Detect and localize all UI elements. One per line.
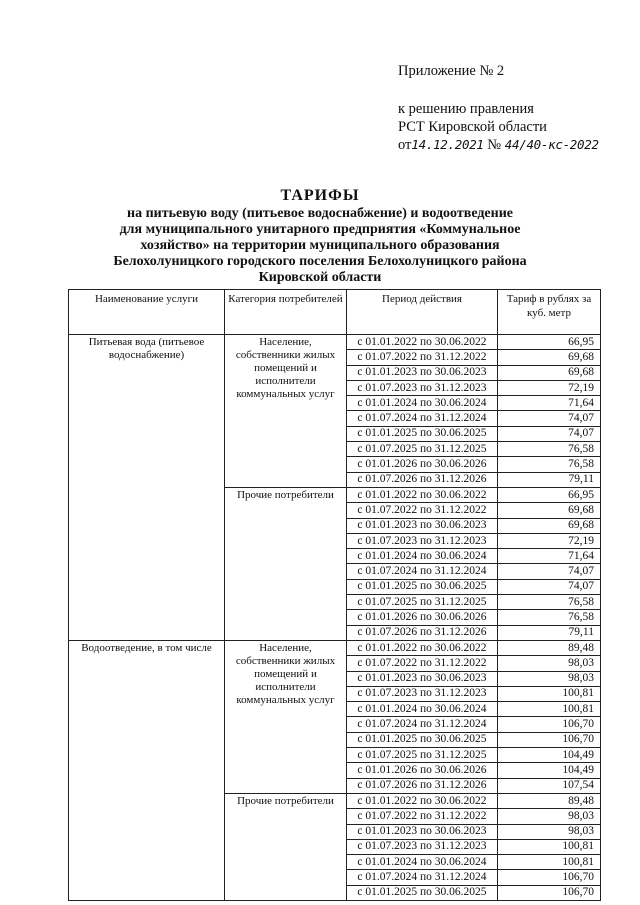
number-label: № (487, 137, 502, 153)
service-name-cell: Водоотведение, в том числе (69, 640, 225, 900)
title-heading: ТАРИФЫ (280, 187, 360, 204)
period-cell: с 01.01.2024 по 30.06.2024 (347, 855, 498, 870)
tariff-cell: 104,49 (498, 748, 601, 763)
tariff-cell: 98,03 (498, 671, 601, 686)
period-cell: с 01.01.2025 по 30.06.2025 (347, 885, 498, 900)
period-cell: с 01.07.2022 по 31.12.2022 (347, 656, 498, 671)
period-cell: с 01.01.2023 по 30.06.2023 (347, 365, 498, 380)
header-tariff: Тариф в рублях за куб. метр (498, 290, 601, 335)
tariff-cell: 74,07 (498, 411, 601, 426)
tariff-cell: 74,07 (498, 579, 601, 594)
period-cell: с 01.01.2024 по 30.06.2024 (347, 549, 498, 564)
period-cell: с 01.01.2023 по 30.06.2023 (347, 518, 498, 533)
tariff-cell: 71,64 (498, 549, 601, 564)
period-cell: с 01.07.2026 по 31.12.2026 (347, 625, 498, 640)
appendix-date-line (398, 136, 599, 154)
period-cell: с 01.07.2025 по 31.12.2025 (347, 595, 498, 610)
period-cell: с 01.01.2026 по 30.06.2026 (347, 763, 498, 778)
tariff-cell: 69,68 (498, 350, 601, 365)
tariff-cell: 76,58 (498, 595, 601, 610)
period-cell: с 01.07.2022 по 31.12.2022 (347, 350, 498, 365)
period-cell: с 01.07.2023 по 31.12.2023 (347, 686, 498, 701)
tariff-cell: 106,70 (498, 870, 601, 885)
tariff-cell: 71,64 (498, 396, 601, 411)
handwritten-number: 44/40-кс-2022 (504, 137, 599, 152)
period-cell: с 01.07.2023 по 31.12.2023 (347, 380, 498, 395)
period-cell: с 01.01.2022 по 30.06.2022 (347, 640, 498, 655)
handwritten-date: 14.12.2021 (411, 137, 484, 152)
tariff-cell: 66,95 (498, 335, 601, 350)
title-line: на питьевую воду (питьевое водоснабжение) и водоотведение (127, 206, 513, 221)
tariff-cell: 106,70 (498, 732, 601, 747)
table-row (69, 335, 601, 350)
period-cell: с 01.01.2022 по 30.06.2022 (347, 335, 498, 350)
document-title (0, 186, 640, 286)
header-period: Период действия (347, 290, 498, 335)
period-cell: с 01.07.2023 по 31.12.2023 (347, 839, 498, 854)
period-cell: с 01.01.2022 по 30.06.2022 (347, 793, 498, 808)
period-cell: с 01.01.2025 по 30.06.2025 (347, 426, 498, 441)
tariff-cell: 72,19 (498, 533, 601, 548)
tariff-cell: 89,48 (498, 640, 601, 655)
tariff-cell: 98,03 (498, 824, 601, 839)
tariff-cell: 106,70 (498, 717, 601, 732)
period-cell: с 01.07.2022 по 31.12.2022 (347, 809, 498, 824)
tariff-cell: 106,70 (498, 885, 601, 900)
from-label: от (398, 137, 412, 153)
tariff-cell: 76,58 (498, 610, 601, 625)
table-row (69, 640, 601, 655)
appendix-decision-line: к решению правления (398, 101, 534, 117)
tariff-cell: 69,68 (498, 365, 601, 380)
tariff-cell: 100,81 (498, 702, 601, 717)
tariff-cell: 100,81 (498, 686, 601, 701)
appendix-block (398, 62, 599, 154)
tariff-cell: 74,07 (498, 564, 601, 579)
tariff-cell: 69,68 (498, 503, 601, 518)
tariff-cell: 72,19 (498, 380, 601, 395)
appendix-title: Приложение № 2 (398, 63, 505, 79)
period-cell: с 01.07.2023 по 31.12.2023 (347, 533, 498, 548)
period-cell: с 01.07.2025 по 31.12.2025 (347, 442, 498, 457)
tariff-cell: 76,58 (498, 457, 601, 472)
tariff-cell: 79,11 (498, 625, 601, 640)
period-cell: с 01.07.2024 по 31.12.2024 (347, 870, 498, 885)
title-line: Белохолуницкого городского поселения Белохолуницкого района (113, 254, 527, 269)
service-name-cell: Питьевая вода (питьевое водоснабжение) (69, 335, 225, 641)
tariff-cell: 79,11 (498, 472, 601, 487)
title-line: Кировской области (258, 270, 382, 285)
tariff-cell: 104,49 (498, 763, 601, 778)
tariff-cell: 98,03 (498, 809, 601, 824)
table-body (69, 335, 601, 901)
period-cell: с 01.07.2024 по 31.12.2024 (347, 564, 498, 579)
period-cell: с 01.01.2022 по 30.06.2022 (347, 487, 498, 502)
title-line: хозяйство» на территории муниципального образования (140, 238, 500, 253)
period-cell: с 01.07.2026 по 31.12.2026 (347, 778, 498, 793)
period-cell: с 01.07.2024 по 31.12.2024 (347, 717, 498, 732)
tariff-cell: 100,81 (498, 839, 601, 854)
category-cell: Население, собственники жилых помещений и исполнители коммунальных услуг (225, 335, 347, 488)
period-cell: с 01.01.2025 по 30.06.2025 (347, 732, 498, 747)
tariff-cell: 100,81 (498, 855, 601, 870)
category-cell: Прочие потребители (225, 793, 347, 900)
period-cell: с 01.01.2023 по 30.06.2023 (347, 824, 498, 839)
period-cell: с 01.01.2026 по 30.06.2026 (347, 457, 498, 472)
tariff-cell: 76,58 (498, 442, 601, 457)
tariff-cell: 98,03 (498, 656, 601, 671)
category-cell: Прочие потребители (225, 487, 347, 640)
period-cell: с 01.01.2023 по 30.06.2023 (347, 671, 498, 686)
period-cell: с 01.07.2022 по 31.12.2022 (347, 503, 498, 518)
tariff-cell: 74,07 (498, 426, 601, 441)
title-line: для муниципального унитарного предприятия «Коммунальное (119, 222, 521, 237)
period-cell: с 01.01.2025 по 30.06.2025 (347, 579, 498, 594)
category-cell: Население, собственники жилых помещений и исполнители коммунальных услуг (225, 640, 347, 793)
table-header-row (69, 290, 601, 335)
period-cell: с 01.07.2026 по 31.12.2026 (347, 472, 498, 487)
header-service: Наименование услуги (69, 290, 225, 335)
tariff-table (68, 289, 601, 901)
tariff-cell: 89,48 (498, 793, 601, 808)
tariff-cell: 66,95 (498, 487, 601, 502)
period-cell: с 01.07.2024 по 31.12.2024 (347, 411, 498, 426)
period-cell: с 01.01.2024 по 30.06.2024 (347, 396, 498, 411)
tariff-cell: 107,54 (498, 778, 601, 793)
period-cell: с 01.07.2025 по 31.12.2025 (347, 748, 498, 763)
period-cell: с 01.01.2026 по 30.06.2026 (347, 610, 498, 625)
tariff-cell: 69,68 (498, 518, 601, 533)
appendix-authority-line: РСТ Кировской области (398, 119, 547, 135)
header-category: Категория потребителей (225, 290, 347, 335)
period-cell: с 01.01.2024 по 30.06.2024 (347, 702, 498, 717)
